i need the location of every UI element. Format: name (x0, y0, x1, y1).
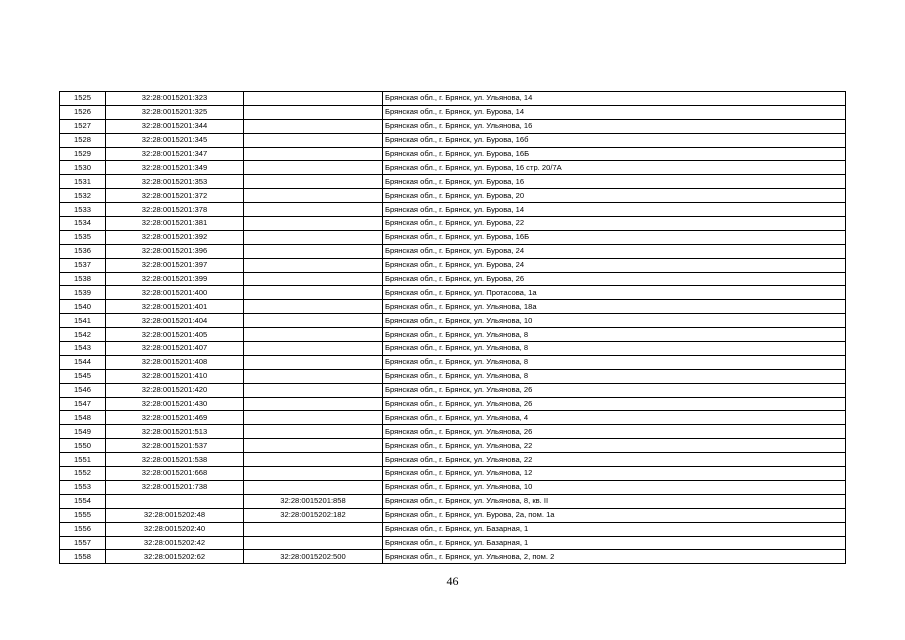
land-cadastral-number-cell (106, 494, 244, 508)
land-cadastral-number-cell: 32:28:0015201:513 (106, 425, 244, 439)
land-cadastral-number-cell: 32:28:0015201:349 (106, 161, 244, 175)
building-cadastral-number-cell (244, 355, 383, 369)
table-row (60, 397, 846, 411)
table-row (60, 230, 846, 244)
land-cadastral-number-cell: 32:28:0015201:407 (106, 342, 244, 356)
table-row (60, 258, 846, 272)
row-number-cell: 1525 (60, 92, 106, 106)
land-cadastral-number-cell: 32:28:0015202:42 (106, 536, 244, 550)
address-cell: Брянская обл., г. Брянск, ул. Ульянова, 8 (383, 342, 846, 356)
land-cadastral-number-cell: 32:28:0015201:538 (106, 453, 244, 467)
address-cell: Брянская обл., г. Брянск, ул. Ульянова, 4 (383, 411, 846, 425)
address-cell: Брянская обл., г. Брянск, ул. Бурова, 22 (383, 217, 846, 231)
address-cell: Брянская обл., г. Брянск, ул. Ульянова, 26 (383, 397, 846, 411)
land-cadastral-number-cell: 32:28:0015201:401 (106, 300, 244, 314)
table-row (60, 92, 846, 106)
address-cell: Брянская обл., г. Брянск, ул. Ульянова, 8 (383, 328, 846, 342)
land-cadastral-number-cell: 32:28:0015201:378 (106, 203, 244, 217)
address-cell: Брянская обл., г. Брянск, ул. Ульянова, 26 (383, 383, 846, 397)
address-cell: Брянская обл., г. Брянск, ул. Ульянова, 22 (383, 453, 846, 467)
land-cadastral-number-cell: 32:28:0015202:48 (106, 508, 244, 522)
table-row (60, 425, 846, 439)
land-cadastral-number-cell: 32:28:0015201:668 (106, 467, 244, 481)
building-cadastral-number-cell (244, 397, 383, 411)
building-cadastral-number-cell (244, 119, 383, 133)
address-cell: Брянская обл., г. Брянск, ул. Бурова, 16б (383, 133, 846, 147)
address-cell: Брянская обл., г. Брянск, ул. Ульянова, 8 (383, 369, 846, 383)
row-number-cell: 1537 (60, 258, 106, 272)
address-cell: Брянская обл., г. Брянск, ул. Бурова, 24 (383, 258, 846, 272)
building-cadastral-number-cell (244, 342, 383, 356)
address-cell: Брянская обл., г. Брянск, ул. Бурова, 16 (383, 175, 846, 189)
row-number-cell: 1547 (60, 397, 106, 411)
row-number-cell: 1533 (60, 203, 106, 217)
table-row (60, 508, 846, 522)
building-cadastral-number-cell (244, 217, 383, 231)
land-cadastral-number-cell: 32:28:0015201:469 (106, 411, 244, 425)
table-row (60, 536, 846, 550)
land-cadastral-number-cell: 32:28:0015201:738 (106, 480, 244, 494)
row-number-cell: 1557 (60, 536, 106, 550)
building-cadastral-number-cell (244, 314, 383, 328)
land-cadastral-number-cell: 32:28:0015201:347 (106, 147, 244, 161)
address-cell: Брянская обл., г. Брянск, ул. Бурова, 26 (383, 272, 846, 286)
row-number-cell: 1549 (60, 425, 106, 439)
table-row (60, 161, 846, 175)
building-cadastral-number-cell (244, 328, 383, 342)
land-cadastral-number-cell: 32:28:0015201:344 (106, 119, 244, 133)
building-cadastral-number-cell (244, 369, 383, 383)
table-row (60, 467, 846, 481)
row-number-cell: 1543 (60, 342, 106, 356)
table-row (60, 383, 846, 397)
registry-table-body (60, 92, 846, 564)
land-cadastral-number-cell: 32:28:0015201:381 (106, 217, 244, 231)
table-row (60, 480, 846, 494)
address-cell: Брянская обл., г. Брянск, ул. Ульянова, 22 (383, 439, 846, 453)
land-cadastral-number-cell: 32:28:0015201:323 (106, 92, 244, 106)
table-row (60, 355, 846, 369)
property-registry-table (59, 91, 846, 564)
row-number-cell: 1536 (60, 244, 106, 258)
land-cadastral-number-cell: 32:28:0015202:62 (106, 550, 244, 564)
row-number-cell: 1528 (60, 133, 106, 147)
row-number-cell: 1531 (60, 175, 106, 189)
land-cadastral-number-cell: 32:28:0015201:325 (106, 105, 244, 119)
address-cell: Брянская обл., г. Брянск, ул. Ульянова, 10 (383, 314, 846, 328)
address-cell: Брянская обл., г. Брянск, ул. Ульянова, 14 (383, 92, 846, 106)
building-cadastral-number-cell: 32:28:0015202:500 (244, 550, 383, 564)
row-number-cell: 1530 (60, 161, 106, 175)
building-cadastral-number-cell (244, 439, 383, 453)
table-row (60, 105, 846, 119)
address-cell: Брянская обл., г. Брянск, ул. Ульянова, 16 (383, 119, 846, 133)
address-cell: Брянская обл., г. Брянск, ул. Бурова, 20 (383, 189, 846, 203)
land-cadastral-number-cell: 32:28:0015201:400 (106, 286, 244, 300)
address-cell: Брянская обл., г. Брянск, ул. Протасова, 1а (383, 286, 846, 300)
building-cadastral-number-cell (244, 175, 383, 189)
address-cell: Брянская обл., г. Брянск, ул. Бурова, 16Б (383, 230, 846, 244)
row-number-cell: 1542 (60, 328, 106, 342)
table-row (60, 300, 846, 314)
building-cadastral-number-cell (244, 258, 383, 272)
row-number-cell: 1541 (60, 314, 106, 328)
table-row (60, 342, 846, 356)
land-cadastral-number-cell: 32:28:0015201:396 (106, 244, 244, 258)
row-number-cell: 1526 (60, 105, 106, 119)
building-cadastral-number-cell (244, 286, 383, 300)
building-cadastral-number-cell (244, 147, 383, 161)
row-number-cell: 1548 (60, 411, 106, 425)
building-cadastral-number-cell: 32:28:0015201:858 (244, 494, 383, 508)
table-row (60, 494, 846, 508)
land-cadastral-number-cell: 32:28:0015201:345 (106, 133, 244, 147)
building-cadastral-number-cell (244, 536, 383, 550)
row-number-cell: 1550 (60, 439, 106, 453)
address-cell: Брянская обл., г. Брянск, ул. Базарная, 1 (383, 536, 846, 550)
table-row (60, 314, 846, 328)
address-cell: Брянская обл., г. Брянск, ул. Базарная, 1 (383, 522, 846, 536)
row-number-cell: 1538 (60, 272, 106, 286)
row-number-cell: 1556 (60, 522, 106, 536)
row-number-cell: 1535 (60, 230, 106, 244)
table-row (60, 272, 846, 286)
building-cadastral-number-cell (244, 230, 383, 244)
table-row (60, 369, 846, 383)
table-row (60, 286, 846, 300)
address-cell: Брянская обл., г. Брянск, ул. Бурова, 16Б (383, 147, 846, 161)
land-cadastral-number-cell: 32:28:0015201:353 (106, 175, 244, 189)
table-row (60, 550, 846, 564)
building-cadastral-number-cell (244, 522, 383, 536)
table-row (60, 147, 846, 161)
building-cadastral-number-cell (244, 425, 383, 439)
land-cadastral-number-cell: 32:28:0015201:405 (106, 328, 244, 342)
row-number-cell: 1553 (60, 480, 106, 494)
address-cell: Брянская обл., г. Брянск, ул. Ульянова, 8 (383, 355, 846, 369)
page-number: 46 (446, 574, 459, 588)
row-number-cell: 1558 (60, 550, 106, 564)
land-cadastral-number-cell: 32:28:0015201:430 (106, 397, 244, 411)
land-cadastral-number-cell: 32:28:0015201:537 (106, 439, 244, 453)
row-number-cell: 1554 (60, 494, 106, 508)
table-row (60, 411, 846, 425)
table-row (60, 133, 846, 147)
building-cadastral-number-cell (244, 105, 383, 119)
table-row (60, 217, 846, 231)
land-cadastral-number-cell: 32:28:0015201:399 (106, 272, 244, 286)
row-number-cell: 1539 (60, 286, 106, 300)
row-number-cell: 1552 (60, 467, 106, 481)
table-row (60, 244, 846, 258)
address-cell: Брянская обл., г. Брянск, ул. Ульянова, 18а (383, 300, 846, 314)
land-cadastral-number-cell: 32:28:0015201:420 (106, 383, 244, 397)
address-cell: Брянская обл., г. Брянск, ул. Бурова, 14 (383, 105, 846, 119)
row-number-cell: 1546 (60, 383, 106, 397)
land-cadastral-number-cell: 32:28:0015201:408 (106, 355, 244, 369)
building-cadastral-number-cell (244, 161, 383, 175)
building-cadastral-number-cell (244, 189, 383, 203)
address-cell: Брянская обл., г. Брянск, ул. Ульянова, 12 (383, 467, 846, 481)
address-cell: Брянская обл., г. Брянск, ул. Ульянова, 10 (383, 480, 846, 494)
building-cadastral-number-cell (244, 453, 383, 467)
address-cell: Брянская обл., г. Брянск, ул. Ульянова, 2, пом. 2 (383, 550, 846, 564)
building-cadastral-number-cell (244, 300, 383, 314)
land-cadastral-number-cell: 32:28:0015201:397 (106, 258, 244, 272)
building-cadastral-number-cell (244, 383, 383, 397)
land-cadastral-number-cell: 32:28:0015201:392 (106, 230, 244, 244)
address-cell: Брянская обл., г. Брянск, ул. Бурова, 2а, пом. 1а (383, 508, 846, 522)
address-cell: Брянская обл., г. Брянск, ул. Ульянова, 8, кв. II (383, 494, 846, 508)
row-number-cell: 1540 (60, 300, 106, 314)
table-row (60, 522, 846, 536)
row-number-cell: 1532 (60, 189, 106, 203)
table-row (60, 175, 846, 189)
building-cadastral-number-cell: 32:28:0015202:182 (244, 508, 383, 522)
building-cadastral-number-cell (244, 244, 383, 258)
row-number-cell: 1555 (60, 508, 106, 522)
building-cadastral-number-cell (244, 467, 383, 481)
address-cell: Брянская обл., г. Брянск, ул. Бурова, 14 (383, 203, 846, 217)
land-cadastral-number-cell: 32:28:0015201:404 (106, 314, 244, 328)
land-cadastral-number-cell: 32:28:0015201:410 (106, 369, 244, 383)
row-number-cell: 1527 (60, 119, 106, 133)
row-number-cell: 1534 (60, 217, 106, 231)
building-cadastral-number-cell (244, 411, 383, 425)
land-cadastral-number-cell: 32:28:0015202:40 (106, 522, 244, 536)
row-number-cell: 1545 (60, 369, 106, 383)
row-number-cell: 1551 (60, 453, 106, 467)
table-row (60, 439, 846, 453)
building-cadastral-number-cell (244, 133, 383, 147)
land-cadastral-number-cell: 32:28:0015201:372 (106, 189, 244, 203)
address-cell: Брянская обл., г. Брянск, ул. Ульянова, 26 (383, 425, 846, 439)
row-number-cell: 1544 (60, 355, 106, 369)
address-cell: Брянская обл., г. Брянск, ул. Бурова, 24 (383, 244, 846, 258)
building-cadastral-number-cell (244, 92, 383, 106)
building-cadastral-number-cell (244, 480, 383, 494)
table-row (60, 189, 846, 203)
table-row (60, 119, 846, 133)
building-cadastral-number-cell (244, 272, 383, 286)
building-cadastral-number-cell (244, 203, 383, 217)
table-row (60, 328, 846, 342)
table-row (60, 203, 846, 217)
address-cell: Брянская обл., г. Брянск, ул. Бурова, 16 стр. 20/7А (383, 161, 846, 175)
row-number-cell: 1529 (60, 147, 106, 161)
table-row (60, 453, 846, 467)
